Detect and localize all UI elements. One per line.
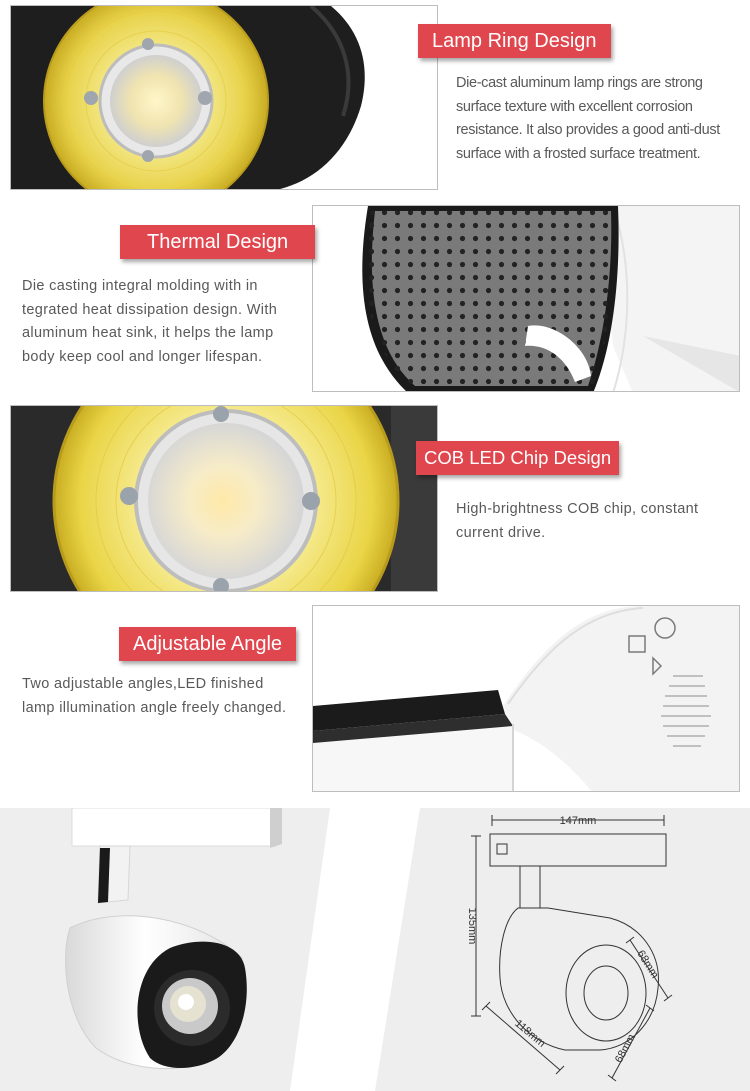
description-line: Die-cast aluminum lamp rings are strong (456, 75, 703, 91)
cob-photo (10, 405, 438, 592)
dimension-drawing (471, 815, 672, 1081)
description-line: current drive. (456, 524, 546, 541)
angle-title: Adjustable Angle (119, 627, 296, 661)
width-dimension-label: 147mm (559, 815, 597, 827)
lamp-ring-photo (10, 5, 438, 190)
cob-chip-image (11, 406, 438, 592)
cob-description (456, 498, 746, 545)
product-panel-art (0, 808, 750, 1091)
thermal-description (22, 275, 312, 369)
lamp-ring-description (456, 72, 746, 166)
product-photo (66, 808, 282, 1069)
height-dimension-label: 135mm (466, 907, 478, 945)
thermal-title: Thermal Design (120, 225, 315, 259)
description-line: surface texture with excellent corrosion (456, 98, 693, 115)
length-dimension-label: 118mm (512, 1017, 548, 1050)
thermal-photo (312, 205, 740, 392)
description-line: lamp illumination angle freely changed. (22, 699, 287, 716)
lamp-ring-title: Lamp Ring Design (418, 24, 611, 58)
angle-description (22, 673, 312, 720)
angle-photo (312, 605, 740, 792)
description-line: Die casting integral molding with in (22, 278, 258, 294)
description-line: aluminum heat sink, it helps the lamp (22, 325, 274, 341)
heat-sink-image (313, 206, 740, 392)
head-diameter-dimension-label: 68mm (612, 1032, 638, 1065)
description-line: High-brightness COB chip, constant (456, 501, 699, 517)
description-line: resistance. It also provides a good anti-dust (456, 122, 720, 138)
cob-title: COB LED Chip Design (416, 441, 619, 475)
lamp-ring-image (11, 6, 438, 190)
description-line: body keep cool and longer lifespan. (22, 348, 263, 365)
bottom-panel (0, 808, 750, 1091)
head-depth-dimension-label: 68mm (634, 948, 661, 981)
description-line: Two adjustable angles,LED finished (22, 676, 264, 692)
description-line: tegrated heat dissipation design. With (22, 301, 278, 318)
adjustable-angle-image (313, 606, 740, 792)
description-line: surface with a frosted surface treatment. (456, 145, 701, 162)
